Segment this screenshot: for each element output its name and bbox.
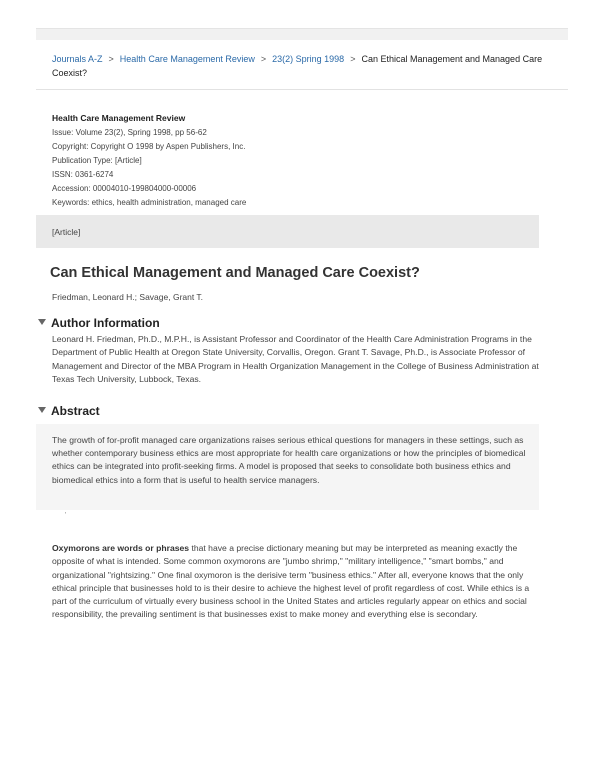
article-type-panel — [36, 215, 539, 248]
breadcrumb-separator: > — [350, 54, 356, 64]
article-authors: Friedman, Leonard H.; Savage, Grant T. — [52, 292, 204, 302]
breadcrumb-journals-link[interactable]: Journals A-Z — [52, 54, 103, 64]
breadcrumb — [52, 52, 552, 80]
journal-name: Health Care Management Review — [52, 113, 186, 123]
collapse-arrow-icon — [38, 407, 46, 413]
breadcrumb-separator: > — [108, 54, 114, 64]
body-lead-phrase: Oxymorons are words or phrases — [52, 543, 190, 553]
breadcrumb-separator: > — [260, 54, 267, 64]
article-metadata — [52, 111, 246, 210]
breadcrumb-issue-link[interactable]: 23(2) Spring 1998 — [272, 54, 345, 64]
breadcrumb-journal-link[interactable]: Health Care Management Review — [119, 54, 255, 64]
separator-mark: ' — [65, 512, 67, 519]
issue-line: Issue: Volume 23(2), Spring 1998, pp 56-62 — [52, 128, 207, 137]
author-information-heading: Author Information — [51, 316, 160, 330]
abstract-panel — [36, 424, 539, 510]
article-body-paragraph — [52, 542, 542, 622]
body-text: that have a precise dictionary meaning but may be interpreted as meaning exactly the opposite of what is intended. Some common oxymorons are "jumbo shrimp," "military intelligence," "smart bombs," and organizational "rightsizing." One final oxymoron is the derisive term "business ethics." After all, everyone knows that the only ethical principle that businesses hold to is their desire to achieve the highest level of profit regardless of cost. While ethics is a part of the curriculum of virtually every business school in the United States and articles regularly appear on ethics and social responsibility, the prevailing sentiment is that businesses exist to make money and everything else is secondary. — [52, 543, 530, 620]
top-bar — [36, 28, 568, 40]
breadcrumb-current: Can Ethical Management and Managed Care Coexist? — [52, 54, 543, 78]
collapse-arrow-icon — [38, 319, 46, 325]
abstract-toggle[interactable] — [38, 404, 100, 418]
copyright-line: Copyright: Copyright O 1998 by Aspen Publishers, Inc. — [52, 142, 246, 151]
article-type-label: [Article] — [52, 227, 81, 237]
accession-line: Accession: 00004010-199804000-00006 — [52, 184, 197, 193]
keywords-line: Keywords: ethics, health administration, managed care — [52, 198, 247, 207]
publication-type-line: Publication Type: [Article] — [52, 156, 142, 165]
author-information-text: Leonard H. Friedman, Ph.D., M.P.H., is Assistant Professor and Coordinator of the Health Care Administration Programs in the Department of Public Health at Oregon State University, Corvallis, Oregon. Grant T. Savage, Ph.D., is Associate Professor of Management and Director of the MBA Program in Health Organization Management in the College of Business Administration at Texas Tech University, Lubbock, Texas. — [52, 334, 539, 385]
abstract-heading: Abstract — [51, 404, 100, 418]
abstract-text: The growth of for-profit managed care organizations raises serious ethical questions for managers in these settings, such as whether contemporary business ethics are most appropriate for health care organizations or how the principles of biomedical ethics can be integrated into profit-seeking firms. A model is proposed that seeks to consolidate both business ethics and biomedical ethics into a form that is useful to health service managers. — [52, 435, 526, 485]
article-title: Can Ethical Management and Managed Care Coexist? — [50, 265, 420, 281]
author-information-toggle[interactable] — [38, 316, 160, 330]
issn-line: ISSN: 0361-6274 — [52, 170, 114, 179]
divider — [36, 89, 568, 90]
